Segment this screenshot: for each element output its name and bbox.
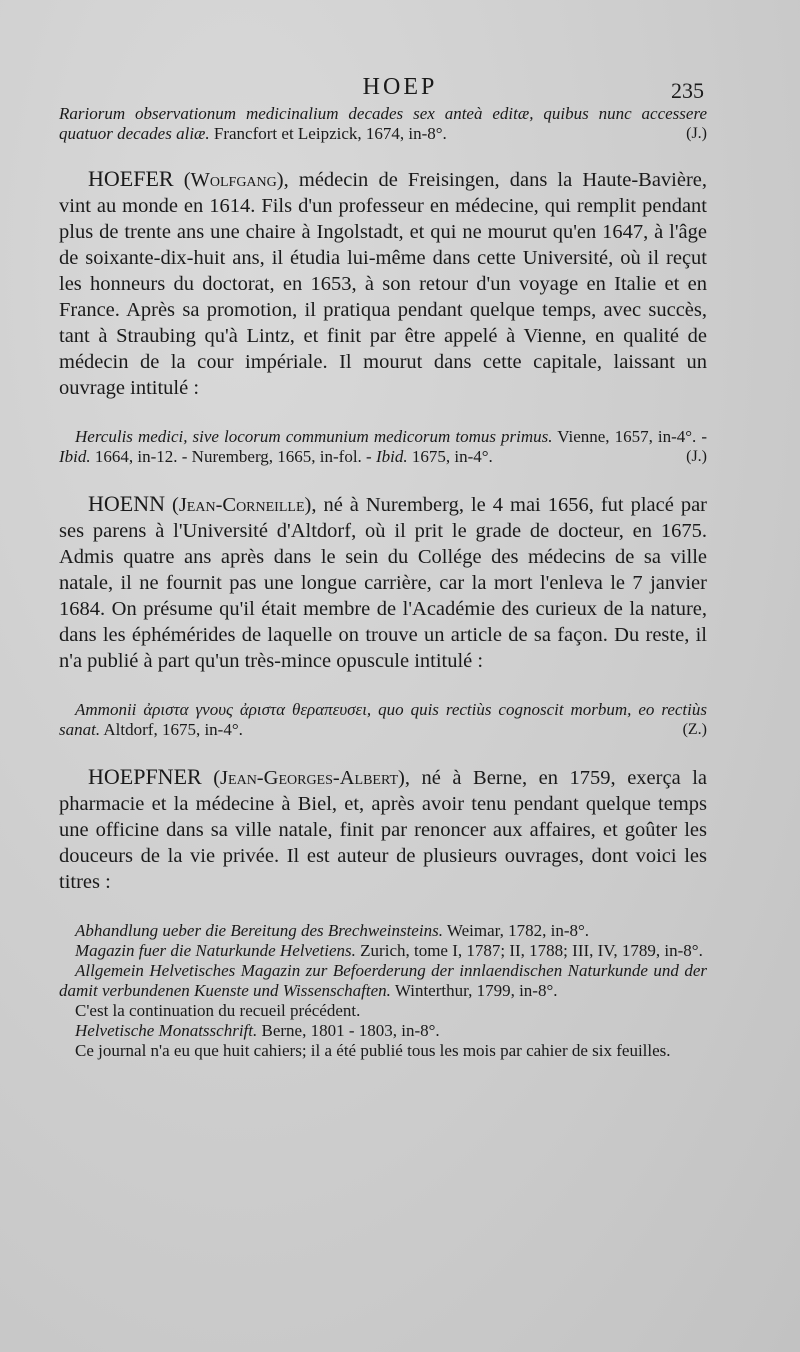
author-signature: (J.) xyxy=(686,125,707,142)
entry-hoenn xyxy=(59,491,707,674)
reference-imprint: Altdorf, 1675, in-4°. xyxy=(100,720,243,739)
work-item xyxy=(59,941,707,961)
page-body xyxy=(59,104,707,1061)
reference-ibid: Ibid. xyxy=(375,447,408,466)
page-header xyxy=(0,74,800,104)
entry-name: HOEPFNER xyxy=(88,764,202,789)
works-list xyxy=(59,921,707,1061)
entry-firstnames: (Jean-Georges-Albert) xyxy=(213,767,405,789)
entry-text: , né à Berne, en 1759, exerça la pharmacie et la médecine à Biel, et, après avoir tenu pendant quelque temps une officine dans sa ville natale, finit par renoncer aux affaires, et goûter les douceurs de la vie privée. Il est auteur de plusieurs ouvrages, dont voici les titres : xyxy=(59,767,708,893)
entry-name: HOENN xyxy=(88,491,165,516)
entry-hoepfner xyxy=(59,764,707,895)
reference-title: Herculis medici, sive locorum communium medicorum tomus primus. xyxy=(75,427,553,446)
entry-firstnames: (Wolfgang) xyxy=(183,169,284,191)
work-note: Ce journal n'a eu que huit cahiers; il a été publié tous les mois par cahier de six feuilles. xyxy=(75,1041,671,1060)
entry-text: , né à Nuremberg, le 4 mai 1656, fut placé par ses parens à l'Université d'Altdorf, où il prit le grade de docteur, en 1675. Admis quatre ans après dans le sein du Collége des médecins de sa ville natale, il ne fournit pas une longue carrière, car la mort l'enleva le 7 janvier 1684. On présume qu'il était membre de l'Académie des curieux de la nature, dans les éphémérides de laquelle on trouve un article de sa façon. Du reste, il n'a publié à part qu'un très-mince opuscule intitulé : xyxy=(59,494,708,672)
page-number: 235 xyxy=(671,78,704,103)
author-signature: (J.) xyxy=(686,448,707,465)
work-imprint: Zurich, tome I, 1787; II, 1788; III, IV, 1789, in-8°. xyxy=(355,941,703,960)
reference-imprint: 1664, in-12. - Nuremberg, 1665, in-fol. - xyxy=(90,447,376,466)
reference-herculis xyxy=(59,427,707,467)
work-item xyxy=(59,961,707,1001)
work-title: Magazin fuer die Naturkunde Helvetiens. xyxy=(75,941,356,960)
work-imprint: Weimar, 1782, in-8°. xyxy=(442,921,590,940)
reference-title: Ammonii ἀριστα γνους ἀριστα θεραπευσει, quo quis rectiùs cognoscit morbum, eo rectiùs sanat. xyxy=(59,700,707,739)
entry-text: , médecin de Freisingen, dans la Haute-Bavière, vint au monde en 1614. Fils d'un professeur en médecine, qui remplit pendant plus de trente ans une chaire à Ingolstadt, et qui ne mourut qu'en 1647, à l'âge de soixante-dix-huit ans, il étudia lui-même dans cette Université, où il reçut les honneurs du doctorat, en 1653, à son retour d'un voyage en Italie et en France. Après sa promotion, il pratiqua pendant quelque temps, avec succès, tant à Straubing qu'à Lintz, et finit par être appelé à Vienne, en qualité de médecin de la cour impériale. Il mourut dans cette capitale, laissant un ouvrage intitulé : xyxy=(59,169,708,399)
running-head: HOEP xyxy=(362,74,438,100)
reference-imprint: Francfort et Leipzick, 1674, in-8°. xyxy=(209,124,447,143)
work-title: Abhandlung ueber die Bereitung des Brechweinsteins. xyxy=(75,921,443,940)
work-item xyxy=(59,1021,707,1041)
entry-name: HOEFER xyxy=(88,166,174,191)
entry-firstnames: (Jean-Corneille) xyxy=(172,494,312,516)
reference-title: Rariorum observationum medicinalium decades sex anteà editæ, quibus nunc accessere quatuor decades aliæ. xyxy=(59,104,707,143)
work-title: Helvetische Monatsschrift. xyxy=(75,1021,258,1040)
reference-imprint: Vienne, 1657, in-4°. - xyxy=(552,427,707,446)
author-signature: (Z.) xyxy=(682,721,707,738)
work-item xyxy=(59,921,707,941)
reference-ammonii xyxy=(59,700,707,740)
work-imprint: Berne, 1801 - 1803, in-8°. xyxy=(257,1021,440,1040)
work-title: Allgemein Helvetisches Magazin zur Befoerderung der innlaendischen Naturkunde und der damit verbundenen Kuenste und Wissenschaften. xyxy=(59,961,707,1000)
reference-ibid: Ibid. xyxy=(59,447,91,466)
reference-rariorum xyxy=(59,104,707,144)
entry-hoefer xyxy=(59,166,707,401)
work-imprint: Winterthur, 1799, in-8°. xyxy=(390,981,558,1000)
reference-imprint: 1675, in-4°. xyxy=(407,447,493,466)
work-note: C'est la continuation du recueil précédent. xyxy=(75,1001,361,1020)
